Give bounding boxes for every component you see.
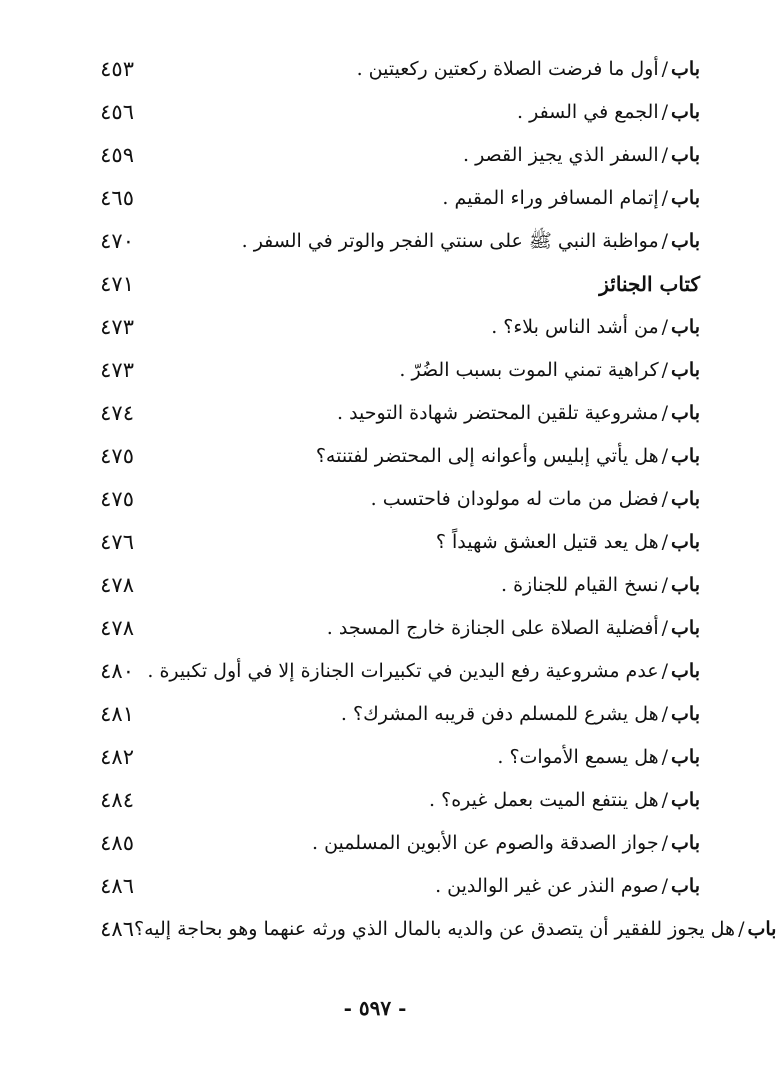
chapter-label: باب	[671, 574, 700, 596]
separator: /	[661, 488, 669, 510]
entry-page-number: ٤٨٤	[100, 788, 134, 812]
chapter-title: كراهية تمني الموت بسبب الضُرّ .	[399, 359, 659, 381]
entry-text	[134, 318, 700, 337]
entry-text	[134, 232, 700, 251]
entry-page-number: ٤٨١	[100, 702, 134, 726]
entry-page-number: ٤٥٣	[100, 57, 134, 81]
entry-page-number: ٤٨٠	[100, 659, 134, 683]
entry-text	[134, 619, 700, 638]
toc-entry	[60, 91, 700, 134]
separator: /	[661, 144, 669, 166]
chapter-title: هل ينتفع الميت بعمل غيره؟ .	[429, 789, 659, 811]
entry-text	[134, 662, 700, 681]
chapter-label: باب	[671, 703, 700, 725]
chapter-title: هل يعد قتيل العشق شهيداً ؟	[435, 531, 659, 553]
chapter-title: فضل من مات له مولودان فاحتسب .	[370, 488, 659, 510]
separator: /	[661, 875, 669, 897]
chapter-label: باب	[671, 316, 700, 338]
chapter-label: باب	[671, 832, 700, 854]
separator: /	[661, 703, 669, 725]
toc-entry	[60, 177, 700, 220]
entry-page-number: ٤٨٢	[100, 745, 134, 769]
entry-page-number: ٤٦٥	[100, 186, 134, 210]
entry-page-number: ٤٨٦	[100, 874, 134, 898]
toc-entry	[60, 693, 700, 736]
separator: /	[661, 101, 669, 123]
entry-page-number: ٤٧٨	[100, 573, 134, 597]
chapter-label: باب	[671, 488, 700, 510]
entry-text	[134, 274, 700, 295]
entry-text	[134, 533, 700, 552]
toc-entry	[60, 908, 776, 951]
separator: /	[661, 617, 669, 639]
toc-entry	[60, 435, 700, 478]
separator: /	[661, 445, 669, 467]
entry-text	[134, 60, 700, 79]
chapter-label: باب	[671, 445, 700, 467]
separator: /	[661, 187, 669, 209]
toc-entry	[60, 220, 700, 263]
separator: /	[661, 58, 669, 80]
section-heading: كتاب الجنائز	[599, 272, 700, 296]
entry-text	[134, 447, 700, 466]
page-number: - ٥٩٧ -	[343, 996, 407, 1020]
toc-entry	[60, 564, 700, 607]
entry-text	[134, 103, 700, 122]
entry-text	[134, 404, 700, 423]
entry-page-number: ٤٧١	[100, 272, 134, 296]
entry-page-number: ٤٧٠	[100, 229, 134, 253]
entry-page-number: ٤٧٤	[100, 401, 134, 425]
entry-page-number: ٤٨٦	[100, 917, 134, 941]
toc-entry	[60, 736, 700, 779]
entry-page-number: ٤٧٣	[100, 358, 134, 382]
chapter-label: باب	[671, 746, 700, 768]
entry-text	[134, 705, 700, 724]
separator: /	[661, 660, 669, 682]
separator: /	[661, 402, 669, 424]
entry-text	[134, 490, 700, 509]
entry-text	[134, 791, 700, 810]
chapter-title: مشروعية تلقين المحتضر شهادة التوحيد .	[336, 402, 659, 424]
chapter-title: أفضلية الصلاة على الجنازة خارج المسجد .	[326, 617, 659, 639]
entry-page-number: ٤٥٩	[100, 143, 134, 167]
chapter-title: هل يأتي إبليس وأعوانه إلى المحتضر لفتنته؟	[315, 445, 659, 467]
separator: /	[738, 918, 745, 940]
entry-text	[134, 877, 700, 896]
toc-entry	[60, 822, 700, 865]
chapter-title: الجمع في السفر .	[517, 101, 659, 123]
chapter-label: باب	[671, 101, 700, 123]
toc-entry	[60, 306, 700, 349]
chapter-title: هل يجوز للفقير أن يتصدق عن والديه بالمال الذي ورثه عنهما وهو بحاجة إليه؟	[134, 918, 736, 940]
entry-page-number: ٤٨٥	[100, 831, 134, 855]
entry-text	[134, 361, 700, 380]
toc-entry	[60, 134, 700, 177]
separator: /	[661, 789, 669, 811]
entry-page-number: ٤٧٥	[100, 487, 134, 511]
entry-page-number: ٤٥٦	[100, 100, 134, 124]
toc-entry	[60, 521, 700, 564]
chapter-label: باب	[671, 531, 700, 553]
toc-entry	[60, 263, 700, 306]
entry-text	[134, 834, 700, 853]
table-of-contents	[60, 48, 776, 951]
toc-entry	[60, 607, 700, 650]
separator: /	[661, 359, 669, 381]
toc-entry	[60, 349, 700, 392]
chapter-label: باب	[747, 918, 776, 940]
separator: /	[661, 531, 669, 553]
entry-page-number: ٤٧٨	[100, 616, 134, 640]
entry-page-number: ٤٧٦	[100, 530, 134, 554]
toc-entry	[60, 478, 700, 521]
chapter-title: صوم النذر عن غير الوالدين .	[435, 875, 659, 897]
toc-entry	[60, 48, 700, 91]
toc-entry	[60, 779, 700, 822]
chapter-label: باب	[671, 875, 700, 897]
entry-page-number: ٤٧٥	[100, 444, 134, 468]
chapter-title: نسخ القيام للجنازة .	[501, 574, 659, 596]
chapter-label: باب	[671, 144, 700, 166]
separator: /	[661, 316, 669, 338]
chapter-title: عدم مشروعية رفع اليدين في تكبيرات الجنازة إلا في أول تكبيرة .	[147, 660, 659, 682]
chapter-label: باب	[671, 789, 700, 811]
chapter-title: هل يشرع للمسلم دفن قريبه المشرك؟ .	[340, 703, 659, 725]
chapter-title: من أشد الناس بلاء؟ .	[491, 316, 659, 338]
separator: /	[661, 230, 669, 252]
toc-entry	[60, 865, 700, 908]
chapter-title: جواز الصدقة والصوم عن الأبوين المسلمين .	[312, 832, 659, 854]
chapter-label: باب	[671, 359, 700, 381]
chapter-title: إتمام المسافر وراء المقيم .	[442, 187, 659, 209]
toc-entry	[60, 650, 700, 693]
separator: /	[661, 832, 669, 854]
entry-text	[134, 146, 700, 165]
chapter-label: باب	[671, 402, 700, 424]
chapter-title: هل يسمع الأموات؟ .	[497, 746, 659, 768]
chapter-label: باب	[671, 187, 700, 209]
chapter-label: باب	[671, 660, 700, 682]
entry-text	[134, 576, 700, 595]
chapter-label: باب	[671, 617, 700, 639]
entry-text	[134, 189, 700, 208]
separator: /	[661, 746, 669, 768]
chapter-label: باب	[671, 58, 700, 80]
toc-entry	[60, 392, 700, 435]
chapter-title: مواظبة النبي ﷺ على سنتي الفجر والوتر في السفر .	[241, 230, 659, 252]
entry-page-number: ٤٧٣	[100, 315, 134, 339]
entry-text	[134, 920, 776, 939]
chapter-label: باب	[671, 230, 700, 252]
separator: /	[661, 574, 669, 596]
entry-text	[134, 748, 700, 767]
chapter-title: أول ما فرضت الصلاة ركعتين ركعيتين .	[356, 58, 659, 80]
chapter-title: السفر الذي يجيز القصر .	[462, 144, 659, 166]
